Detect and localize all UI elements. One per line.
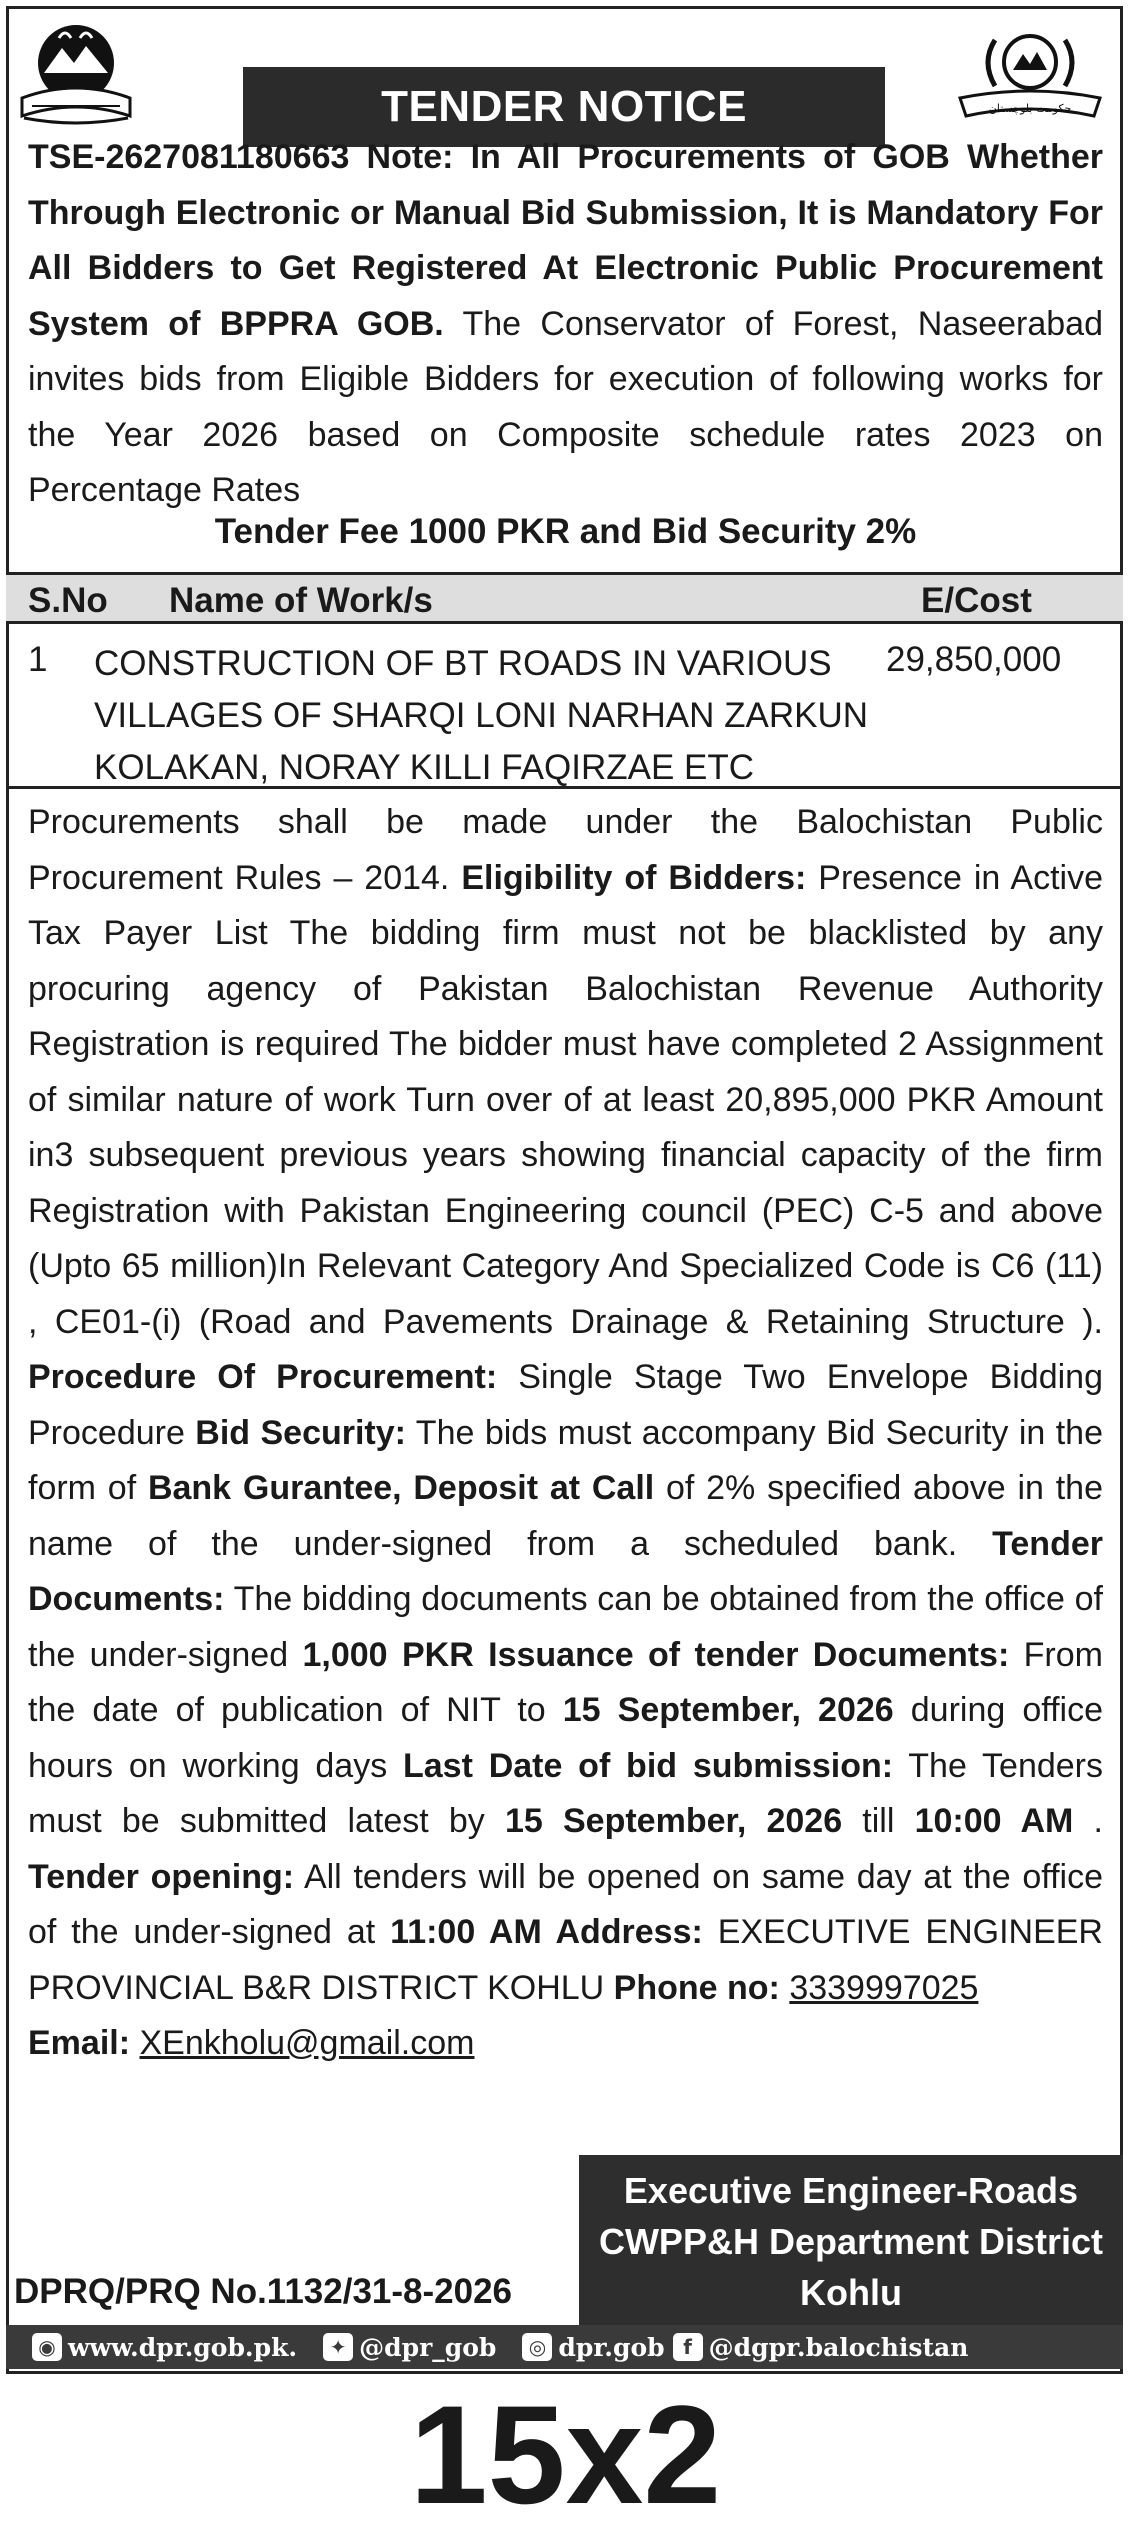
footer-instagram[interactable]: ◎ dpr.gob [522, 2333, 664, 2362]
dprq-number: DPRQ/PRQ No.1132/31-8-2026 [14, 2272, 513, 2311]
works-table-header [6, 572, 1123, 624]
address-label: Address: [541, 1913, 703, 1951]
tender-documents-label: Tender Documents: [28, 1524, 1103, 1618]
tender-fee-line: Tender Fee 1000 PKR and Bid Security 2% [214, 512, 917, 551]
globe-icon: ◉ [32, 2333, 62, 2361]
svg-text:حکومت بلوچستان: حکومت بلوچستان [988, 102, 1072, 115]
row-sno: 1 [28, 640, 48, 679]
instagram-icon: ◎ [522, 2333, 552, 2361]
footer-facebook[interactable]: f @dgpr.balochistan [673, 2333, 969, 2362]
header-work: Name of Work/s [169, 581, 433, 620]
tender-body: Procurements shall be made under the Balochistan Public Procurement Rules – 2014. Eligibility of Bidders: Presence in Active Tax Payer List The bidding firm must not be blacklisted by any procuring agency of Pakistan Balochistan Revenue Authority Registration is required The bidder must have completed 2 Assignment of similar nature of work Turn over of at least 20,895,000 PKR Amount in3 subsequent previous years showing financial capacity of the firm Registration with Pakistan Engineering council (PEC) C-5 and above (Upto 65 million)In Relevant Category And Specialized Code is C6 (11) , CE01-(i) (Road and Pavements Drainage & Retaining Structure ). Procedure Of Procurement: Single Stage Two Envelope Bidding Procedure Bid Security: The bids must accompany Bid Security in the form of Bank Gurantee, Deposit at Call of 2% specified above in the name of the under-signed from a scheduled bank. Tender Documents: The bidding documents can be obtained from the office of the under-signed 1,000 PKR Issuance of tender Documents: From the date of publication of NIT to 15 September, 2026 during office hours on working days Last Date of bid submission: The Tenders must be submitted latest by 15 September, 2026 till 10:00 AM . Tender opening: All tenders will be opened on same day at the office of the under-signed at 11:00 AM Address: EXECUTIVE ENGINEER PROVINCIAL B&R DISTRICT KOHLU Phone no: 3339997025 Email: XEnkholu@gmail.com [28, 803, 1104, 2062]
header-sno: S.No [28, 581, 108, 620]
government-emblem-left [14, 18, 139, 133]
last-date-label: Last Date of bid submission: [403, 1746, 894, 1785]
phone-link[interactable]: 3339997025 [789, 1968, 979, 2007]
twitter-icon: ✦ [323, 2333, 353, 2361]
intro-text: The Conservator of Forest, Naseerabad invites bids from Eligible Bidders for execution of following works for the Year 2026 based on Composite schedule rates 2023 on Percentage Rates [28, 304, 1103, 509]
row-work-name: CONSTRUCTION OF BT ROADS IN VARIOUS VILLAGES OF SHARQI LONI NARHAN ZARKUN KOLAKAN, NORAY KILLI FAQIRZAE ETC [94, 644, 869, 787]
email-link[interactable]: XEnkholu@gmail.com [139, 2024, 475, 2062]
eligibility-label: Eligibility of Bidders: [461, 858, 807, 897]
footer-twitter[interactable]: ✦ @dpr_gob [323, 2333, 496, 2362]
procedure-label: Procedure Of Procurement: [28, 1358, 498, 1396]
email-label: Email: [28, 2024, 131, 2062]
row-cost: 29,850,000 [886, 640, 1062, 679]
signature-block: Executive Engineer-Roads CWPP&H Department District Kohlu [579, 2155, 1123, 2325]
phone-label: Phone no: [613, 1968, 780, 2007]
address-text: EXECUTIVE ENGINEER PROVINCIAL B&R DISTRICT KOHLU [28, 1913, 1103, 2007]
tender-opening-label: Tender opening: [28, 1857, 295, 1896]
footer-website[interactable]: ◉ www.dpr.gob.pk. [32, 2333, 297, 2362]
intro-paragraph [28, 130, 1103, 519]
ad-size-label: 15x2 [409, 2376, 722, 2533]
notice-title: TENDER NOTICE [243, 67, 885, 147]
header-cost: E/Cost [921, 581, 1032, 620]
footer-bar [6, 2325, 1123, 2369]
government-emblem-right [955, 20, 1105, 135]
bid-security-label: Bid Security: [195, 1413, 406, 1452]
intro-bold-note: TSE-2627081180663 Note: In All Procurements of GOB Whether Through Electronic or Manual Bid Submission, It is Mandatory For All Bidders to Get Registered At Electronic Public Procurement System of BPPRA GOB. [28, 138, 1103, 343]
table-row [6, 624, 1123, 789]
facebook-icon: f [673, 2333, 703, 2361]
